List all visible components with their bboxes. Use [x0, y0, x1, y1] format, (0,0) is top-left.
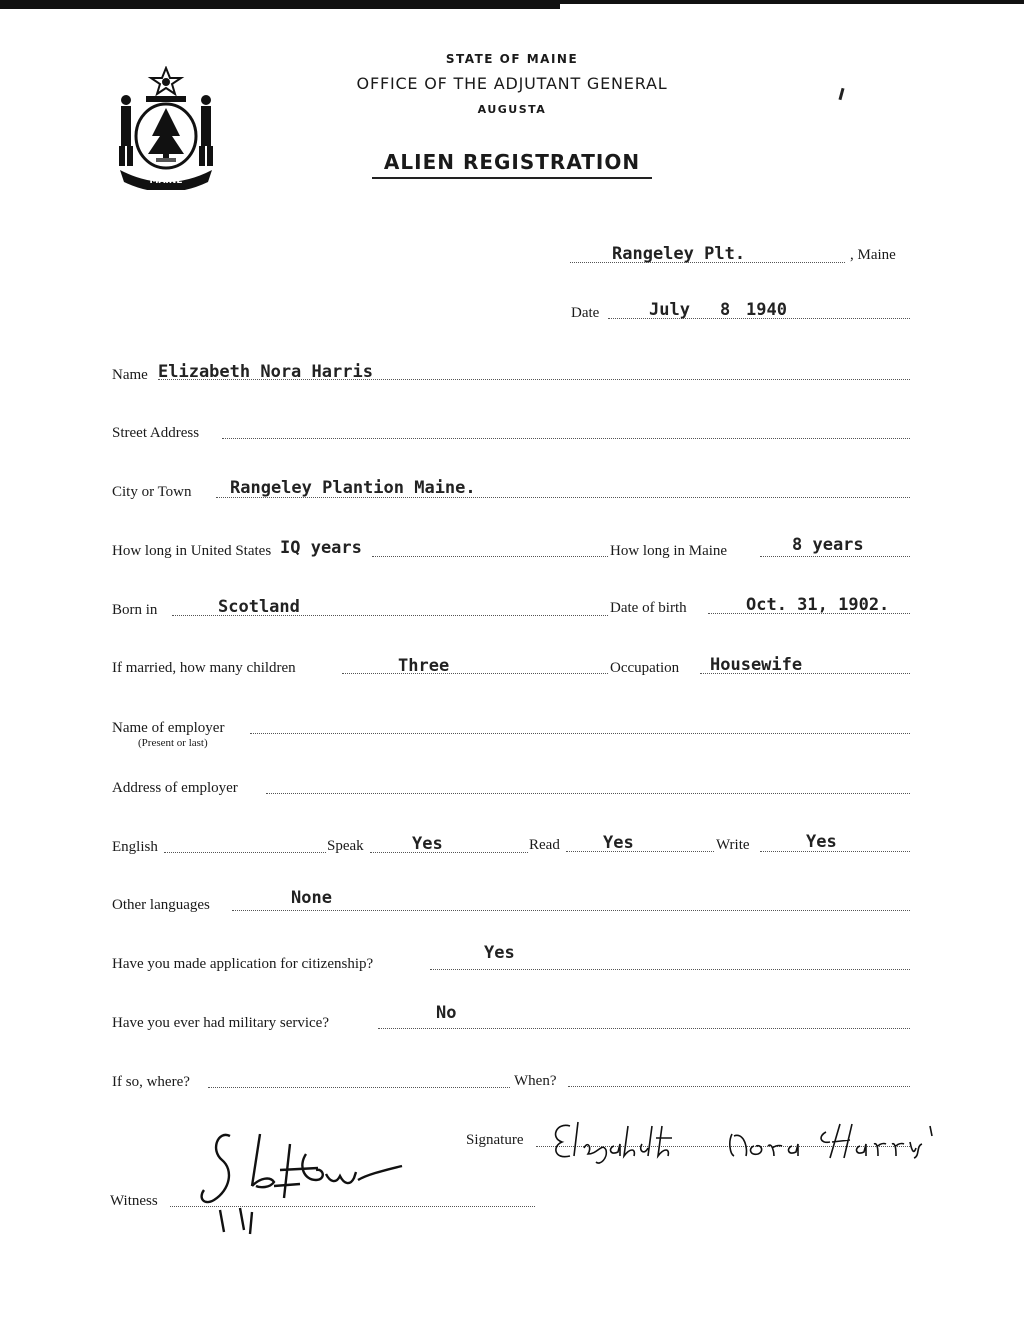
children-label: If married, how many children [112, 660, 296, 676]
form-title: ALIEN REGISTRATION [383, 150, 641, 174]
city-value: Rangeley Plantion Maine. [230, 478, 476, 498]
maine-duration-value: 8 years [792, 535, 864, 555]
born-in-label: Born in [112, 602, 158, 618]
employer-line [250, 733, 910, 734]
occupation-label: Occupation [610, 660, 680, 676]
citizenship-value: Yes [484, 943, 515, 963]
place-value: Rangeley Plt. [612, 244, 746, 264]
when-line [568, 1086, 910, 1087]
military-line [378, 1028, 910, 1029]
when-label: When? [514, 1073, 557, 1089]
name-label: Name [112, 367, 148, 383]
occupation-value: Housewife [710, 655, 803, 675]
date-label: Date [571, 305, 600, 321]
title-underline [372, 177, 652, 179]
write-label: Write [716, 837, 750, 853]
svg-text:MAINE: MAINE [149, 176, 183, 186]
office-heading: OFFICE OF THE ADJUTANT GENERAL [356, 74, 668, 93]
other-languages-label: Other languages [112, 897, 210, 913]
children-line [342, 673, 608, 674]
dob-label: Date of birth [610, 600, 687, 616]
write-value: Yes [806, 832, 837, 852]
top-edge-bar [0, 0, 560, 9]
children-value: Three [398, 656, 450, 676]
dob-value: Oct. 31, 1902. [746, 595, 890, 615]
state-heading: STATE OF MAINE [445, 52, 579, 66]
top-edge-bar-right [560, 0, 1024, 4]
military-value: No [436, 1003, 457, 1023]
maine-duration-line [760, 556, 910, 557]
us-duration-label: How long in United States [112, 543, 272, 559]
date-day: 8 [720, 300, 731, 320]
city-label: City or Town [112, 484, 192, 500]
signature-handwriting [548, 1112, 938, 1168]
employer-address-label: Address of employer [112, 780, 238, 796]
name-value: Elizabeth Nora Harris [158, 362, 373, 382]
born-in-value: Scotland [218, 597, 300, 617]
where-line [208, 1087, 510, 1088]
military-label: Have you ever had military service? [112, 1015, 329, 1031]
street-label: Street Address [112, 425, 200, 441]
english-line [164, 852, 326, 853]
read-label: Read [529, 837, 560, 853]
citizenship-label: Have you made application for citizenship? [112, 956, 374, 972]
date-year: 1940 [746, 300, 787, 320]
maine-duration-label: How long in Maine [610, 543, 728, 559]
street-line [222, 438, 910, 439]
citizenship-line [430, 969, 910, 970]
other-languages-line [232, 910, 910, 911]
english-label: English [112, 839, 158, 855]
where-label: If so, where? [112, 1074, 190, 1090]
other-languages-value: None [291, 888, 332, 908]
date-month: July [649, 300, 690, 320]
speak-value: Yes [412, 834, 443, 854]
read-line [566, 851, 714, 852]
employer-sublabel: (Present or last) [138, 737, 208, 749]
signature-label: Signature [466, 1132, 524, 1148]
speak-label: Speak [327, 838, 364, 854]
place-suffix: , Maine [850, 247, 896, 263]
us-duration-value: IQ years [280, 538, 362, 558]
witness-label: Witness [110, 1193, 158, 1209]
employer-label: Name of employer [112, 720, 225, 736]
witness-signature-handwriting [190, 1126, 410, 1238]
us-duration-line [372, 556, 608, 557]
employer-address-line [266, 793, 910, 794]
read-value: Yes [603, 833, 634, 853]
city-heading: AUGUSTA [477, 103, 547, 116]
speak-line [370, 852, 528, 853]
